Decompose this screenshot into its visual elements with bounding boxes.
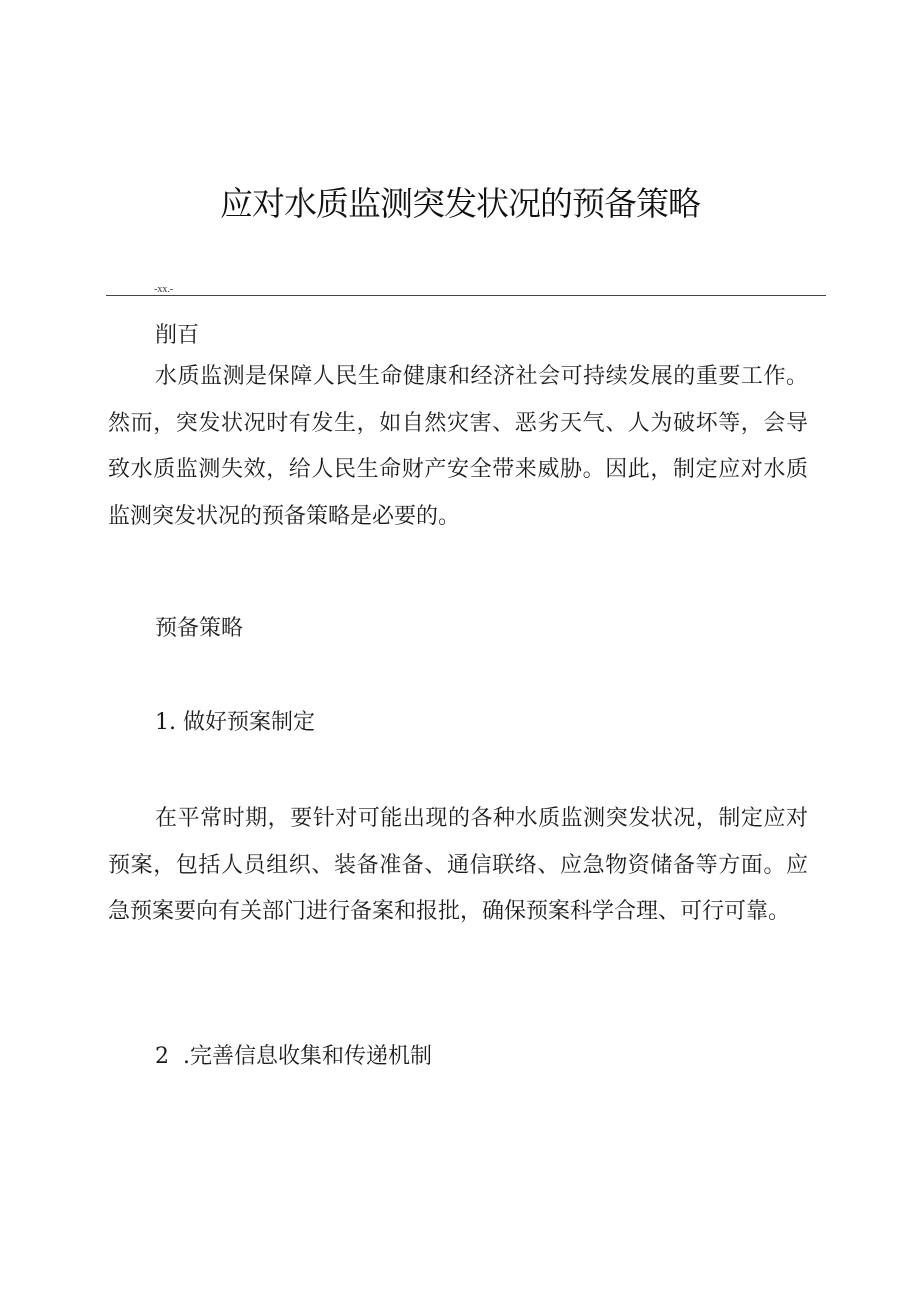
header-mark: -xx.- bbox=[154, 284, 174, 295]
preface-paragraph: 水质监测是保障人民生命健康和经济社会可持续发展的重要工作。然而，突发状况时有发生，如自然灾害、恶劣天气、人为破坏等，会导致水质监测失效，给人民生命财产安全带来威胁。因此，制定应对水质监测突发状况的预备策略是必要的。 bbox=[108, 364, 808, 529]
preface-heading: 削百 bbox=[155, 323, 200, 348]
item1-paragraph: 在平常时期，要针对可能出现的各种水质监测突发状况，制定应对预案，包括人员组织、装备准备、通信联络、应急物资储备等方面。应急预案要向有关部门进行备案和报批，确保预案科学合理、可行可靠。 bbox=[108, 806, 808, 924]
strategy-heading: 预备策略 bbox=[155, 616, 244, 641]
document-title: 应对水质监测突发状况的预备策略 bbox=[220, 184, 700, 223]
item1-heading: 1. 做好预案制定 bbox=[155, 710, 315, 735]
header-divider bbox=[106, 295, 826, 296]
item2-heading: 2 .完善信息收集和传递机制 bbox=[155, 1044, 432, 1069]
